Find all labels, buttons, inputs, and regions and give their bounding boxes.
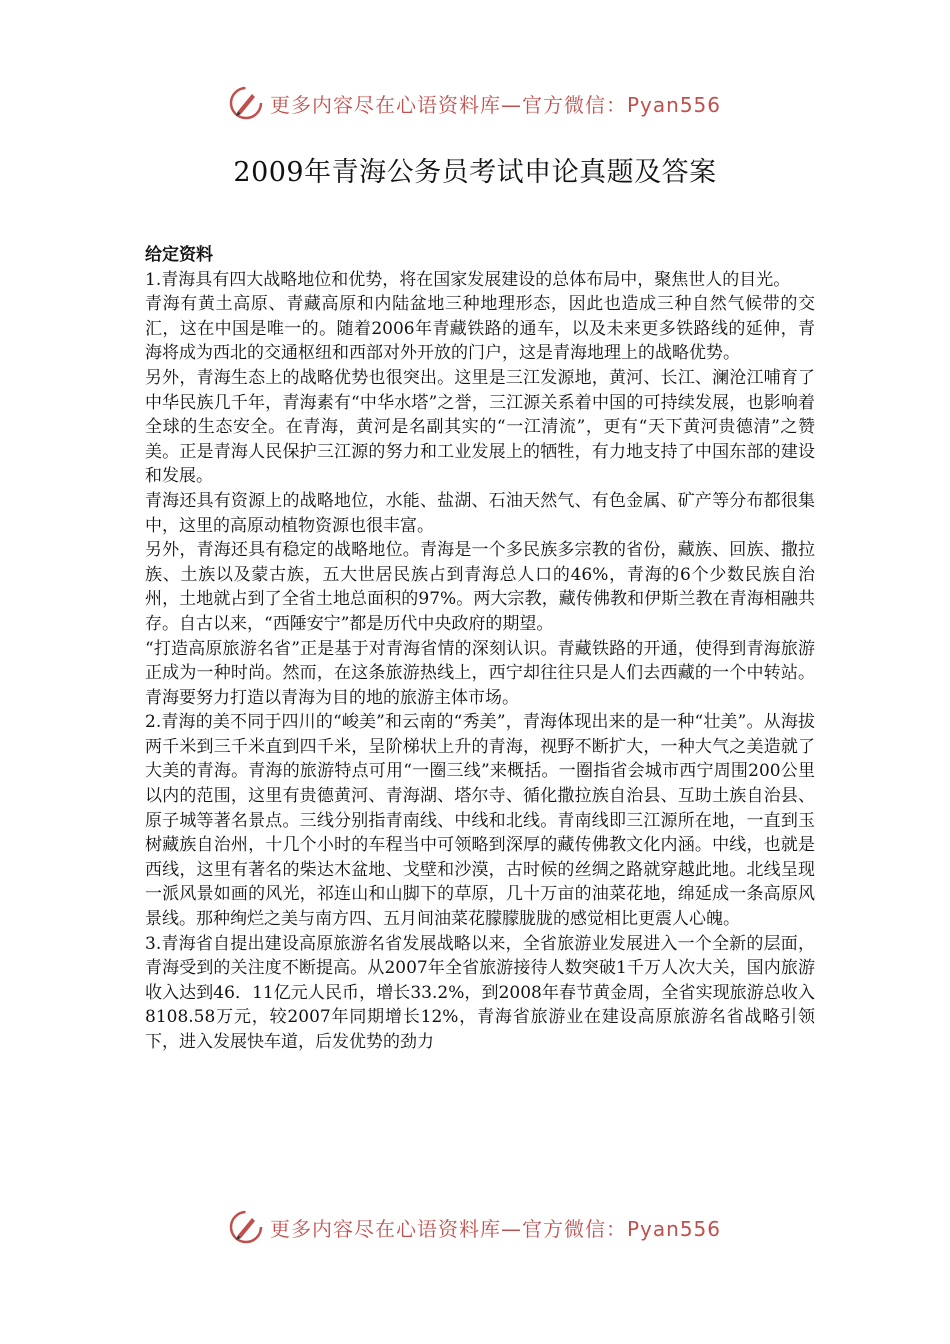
- banner-text: 更多内容尽在心语资料库—官方微信：Pyan556: [270, 1216, 722, 1241]
- paragraph: “打造高原旅游名省”正是基于对青海省情的深刻认识。青藏铁路的开通，使得到青海旅游正成为一种时尚。然而，在这条旅游热线上，西宁却往往只是人们去西藏的一个中转站。青海要努力打造以青海为目的地的旅游主体市场。: [145, 638, 815, 708]
- footer-banner: [228, 1207, 748, 1247]
- header-banner: [228, 83, 748, 123]
- page-title: 2009年青海公务员考试申论真题及答案: [233, 157, 717, 188]
- pen-swirl-logo-icon: [228, 1209, 264, 1245]
- paragraph: 另外，青海还具有稳定的战略地位。青海是一个多民族多宗教的省份，藏族、回族、撒拉族、土族以及蒙古族，五大世居民族占到青海总人口的46%，青海的6个少数民族自治州，土地就占到了全省土地总面积的97%。两大宗教，藏传佛教和伊斯兰教在青海相融共存。自古以来，“西陲安宁”都是历代中央政府的期望。: [145, 540, 815, 634]
- paragraph: 1.青海具有四大战略地位和优势，将在国家发展建设的总体布局中，聚焦世人的目光。: [145, 269, 791, 290]
- paragraph: 2.青海的美不同于四川的“峻美”和云南的“秀美”，青海体现出来的是一种“壮美”。从海拔两千米到三千米直到四千米，呈阶梯状上升的青海，视野不断扩大，一种大气之美造就了大美的青海。青海的旅游特点可用“一圈三线”来概括。一圈指省会城市西宁周围200公里以内的范围，这里有贵德黄河、青海湖、塔尔寺、循化撒拉族自治县、互助土族自治县、原子城等著名景点。三线分别指青南线、中线和北线。青南线即三江源所在地，一直到玉树藏族自治州，十几个小时的车程当中可领略到深厚的藏传佛教文化内涵。中线，也就是西线，这里有著名的柴达木盆地、戈壁和沙漠，古时候的丝绸之路就穿越此地。北线呈现一派风景如画的风光，祁连山和山脚下的草原，几十万亩的油菜花地，绵延成一条高原风景线。那种绚烂之美与南方四、五月间油菜花朦朦胧胧的感觉相比更震人心魄。: [145, 712, 815, 930]
- document-body: [145, 243, 815, 1055]
- pen-swirl-logo-icon: [228, 85, 264, 121]
- banner-text: 更多内容尽在心语资料库—官方微信：Pyan556: [270, 92, 722, 117]
- paragraph: 青海有黄土高原、青藏高原和内陆盆地三种地理形态，因此也造成三种自然气候带的交汇，这在中国是唯一的。随着2006年青藏铁路的通车，以及未来更多铁路线的延伸，青海将成为西北的交通枢纽和西部对外开放的门户，这是青海地理上的战略优势。: [145, 294, 815, 364]
- section-heading: 给定资料: [145, 245, 213, 265]
- paragraph: 3.青海省自提出建设高原旅游名省发展战略以来，全省旅游业发展进入一个全新的层面，青海受到的关注度不断提高。从2007年全省旅游接待人数突破1千万人次大关，国内旅游收入达到46．11亿元人民币，增长33.2%，到2008年春节黄金周，全省实现旅游总收入8108.58万元，较2007年同期增长12%，青海省旅游业在建设高原旅游名省战略引领下，进入发展快车道，后发优势的劲力: [145, 933, 815, 1052]
- paragraph: 另外，青海生态上的战略优势也很突出。这里是三江发源地，黄河、长江、澜沧江哺育了中华民族几千年，青海素有“中华水塔”之誉，三江源关系着中国的可持续发展，也影响着全球的生态安全。在青海，黄河是名副其实的“一江清流”，更有“天下黄河贵德清”之赞美。正是青海人民保护三江源的努力和工业发展上的牺牲，有力地支持了中国东部的建设和发展。: [145, 367, 815, 487]
- paragraph: 青海还具有资源上的战略地位，水能、盐湖、石油天然气、有色金属、矿产等分布都很集中，这里的高原动植物资源也很丰富。: [145, 490, 815, 536]
